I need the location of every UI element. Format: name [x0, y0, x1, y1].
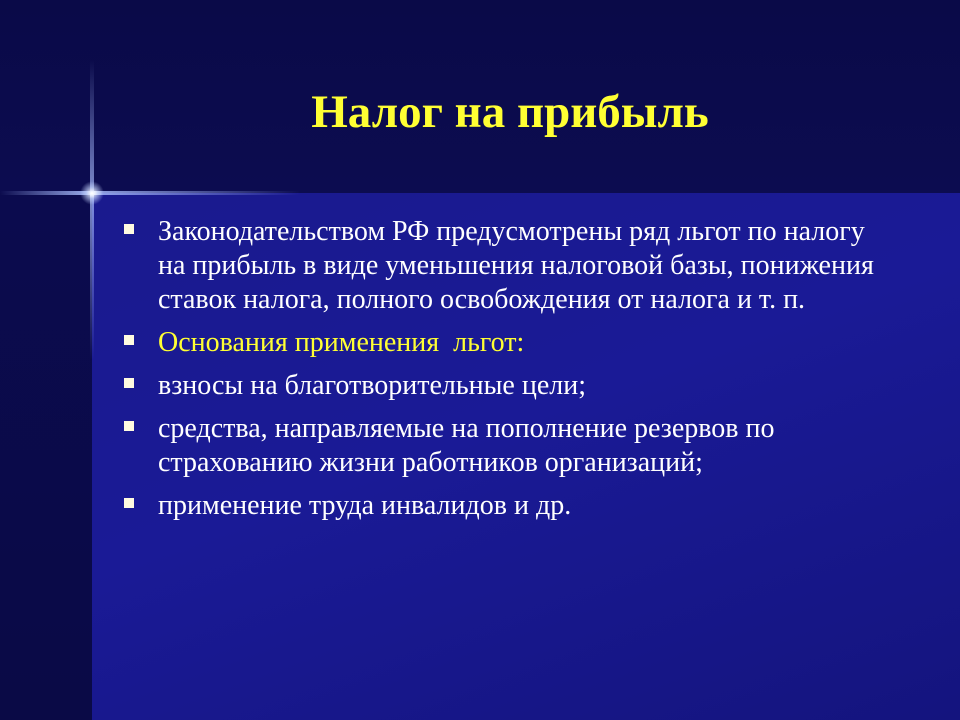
bullet-item-highlight: [120, 326, 880, 360]
square-bullet-icon: [124, 421, 134, 431]
square-bullet-icon: [124, 335, 134, 345]
bullet-text: Основания применения льгот:: [158, 327, 525, 358]
bullet-item: [120, 215, 880, 317]
bullet-text: Законодательством РФ предусмотрены ряд льгот по налогу на прибыль в виде уменьшения налоговой базы, понижения ставок налога, полного освобождения от налога и т. п.: [158, 216, 874, 315]
slide-title: Налог на прибыль: [311, 86, 709, 138]
bullet-text: взносы на благотворительные цели;: [158, 370, 587, 401]
left-band: [0, 193, 92, 720]
bullet-item: [120, 369, 880, 403]
bullet-text: средства, направляемые на пополнение резервов по страхованию жизни работников организаций;: [158, 413, 775, 478]
square-bullet-icon: [124, 378, 134, 388]
square-bullet-icon: [124, 498, 134, 508]
bullet-list: [120, 215, 880, 532]
light-flare-icon: [80, 181, 104, 205]
light-flare-horizontal: [0, 191, 300, 195]
bullet-item: [120, 489, 880, 523]
bullet-text: применение труда инвалидов и др.: [158, 490, 572, 521]
bullet-item: [120, 412, 880, 480]
square-bullet-icon: [124, 224, 134, 234]
